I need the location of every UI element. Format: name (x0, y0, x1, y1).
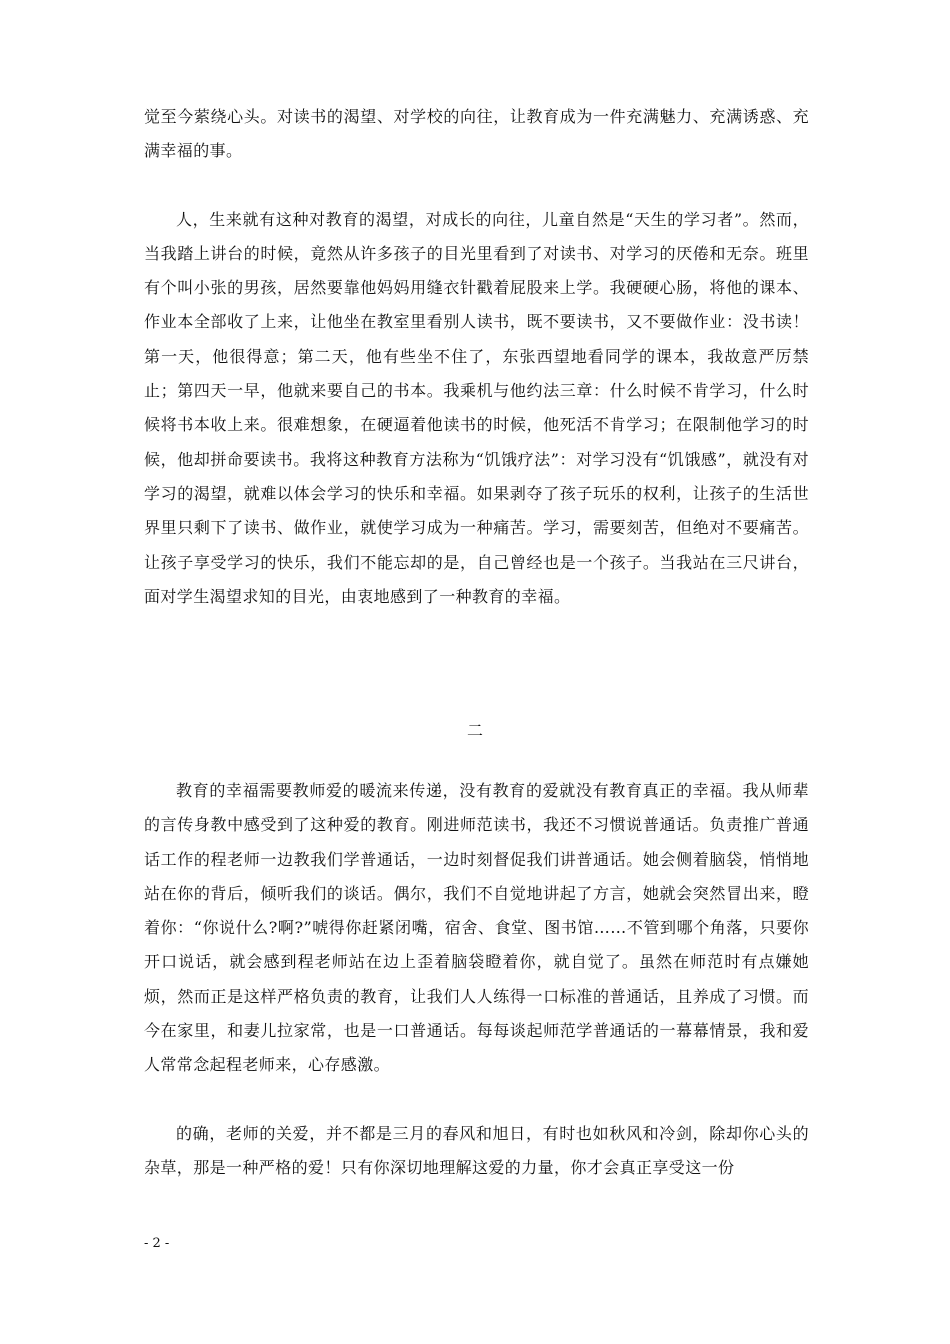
paragraph-learning-desire: 人，生来就有这种对教育的渴望，对成长的向往，儿童自然是“天生的学习者”。然而，当我踏上讲台的时候，竟然从许多孩子的目光里看到了对读书、对学习的厌倦和无奈。班里有个叫小张的男孩，居然要靠他妈妈用缝衣针戳着屁股来上学。我硬硬心肠，将他的课本、作业本全部收了上来，让他坐在教室里看别人读书，既不要读书，又不要做作业：没书读！第一天，他很得意；第二天，他有些坐不住了，东张西望地看同学的课本，我故意严厉禁止；第四天一早，他就来要自己的书本。我乘机与他约法三章：什么时候不肯学习，什么时候将书本收上来。很难想象，在硬逼着他读书的时候，他死活不肯学习；在限制他学习的时候，他却拼命要读书。我将这种教育方法称为“饥饿疗法”：对学习没有“饥饿感”，就没有对学习的渴望，就难以体会学习的快乐和幸福。如果剥夺了孩子玩乐的权利，让孩子的生活世界里只剩下了读书、做作业，就使学习成为一种痛苦。学习，需要刻苦，但绝对不要痛苦。让孩子享受学习的快乐，我们不能忘却的是，自己曾经也是一个孩子。当我站在三尺讲台，面对学生渴望求知的目光，由衷地感到了一种教育的幸福。 (144, 209, 809, 606)
paragraph-continued: 觉至今萦绕心头。对读书的渴望、对学校的向往，让教育成为一件充满魅力、充满诱惑、充满幸福的事。 (144, 107, 809, 161)
body-text-upper (144, 100, 809, 614)
section-heading: 二 (466, 721, 483, 740)
body-text-lower (144, 774, 809, 1185)
page-number: - 2 - (144, 1236, 170, 1251)
paragraph-strict-love: 的确，老师的关爱，并不都是三月的春风和旭日，有时也如秋风和冷剑，除却你心头的杂草，那是一种严格的爱！只有你深切地理解这爱的力量，你才会真正享受这一份 (144, 1123, 809, 1177)
paragraph-teacher-love: 教育的幸福需要教师爱的暖流来传递，没有教育的爱就没有教育真正的幸福。我从师辈的言传身教中感受到了这种爱的教育。刚进师范读书，我还不习惯说普通话。负责推广普通话工作的程老师一边教我们学普通话，一边时刻督促我们讲普通话。她会侧着脑袋，悄悄地站在你的背后，倾听我们的谈话。偶尔，我们不自觉地讲起了方言，她就会突然冒出来，瞪着你：“你说什么?啊?”唬得你赶紧闭嘴，宿舍、食堂、图书馆……不管到哪个角落，只要你开口说话，就会感到程老师站在边上歪着脑袋瞪着你，就自觉了。虽然在师范时有点嫌她烦，然而正是这样严格负责的教育，让我们人人练得一口标准的普通话，且养成了习惯。而今在家里，和妻儿拉家常，也是一口普通话。每每谈起师范学普通话的一幕幕情景，我和爱人常常念起程老师来，心存感激。 (144, 781, 809, 1075)
